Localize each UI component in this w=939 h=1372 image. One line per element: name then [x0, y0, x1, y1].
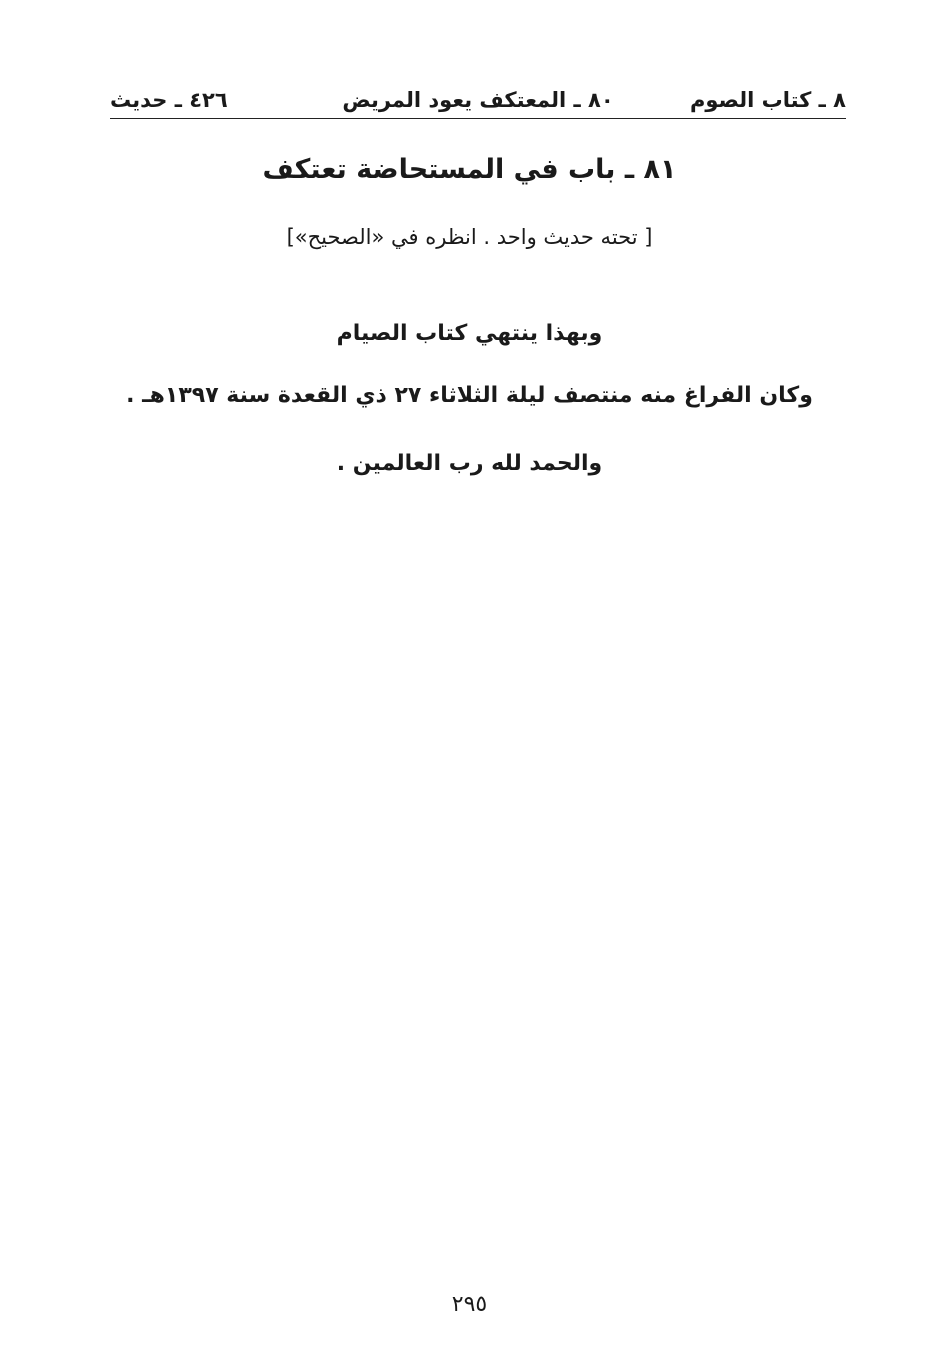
- header-book-title: ٨ ـ كتاب الصوم: [689, 88, 846, 112]
- chapter-title: ٨١ ـ باب في المستحاضة تعتكف: [262, 154, 677, 185]
- header-hadith-number: ٤٢٦ ـ حديث: [110, 88, 228, 112]
- header-section-title: ٨٠ ـ المعتكف يعود المريض: [342, 88, 614, 112]
- chapter-note: [ تحته حديث واحد . انظره في «الصحيح»]: [286, 225, 653, 249]
- closing-line-completion-date: وكان الفراغ منه منتصف ليلة الثلاثاء ٢٧ ذي القعدة سنة ١٣٩٧هـ .: [126, 383, 813, 408]
- running-header: [110, 84, 846, 119]
- closing-line-praise: والحمد لله رب العالمين .: [336, 451, 603, 476]
- page-number: ٢٩٥: [451, 1292, 488, 1317]
- closing-line-end-of-book: وبهذا ينتهي كتاب الصيام: [336, 321, 603, 346]
